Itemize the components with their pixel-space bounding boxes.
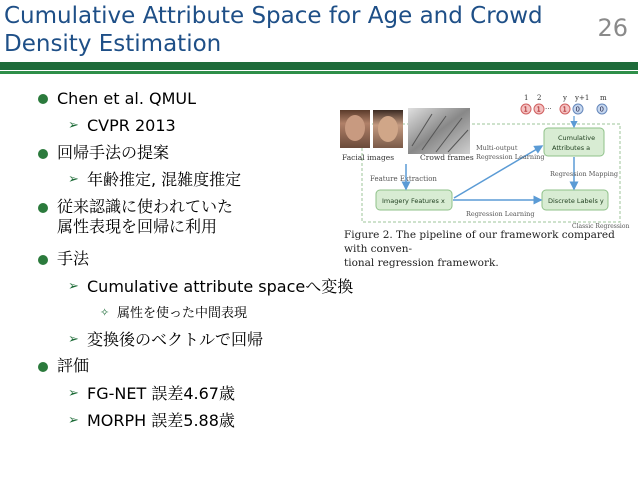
svg-text:0: 0: [599, 105, 604, 114]
header-rule-dark: [0, 62, 638, 70]
arrow-bullet-icon: ➢: [68, 172, 79, 187]
pipeline-figure: [336, 86, 632, 269]
arrow-bullet-icon: ➢: [68, 386, 79, 401]
bullet-text: CVPR 2013: [87, 116, 176, 135]
svg-text:0: 0: [575, 105, 580, 114]
svg-text:···: ···: [545, 105, 552, 113]
svg-text:y+1: y+1: [575, 94, 590, 102]
svg-text:2: 2: [537, 94, 542, 102]
svg-text:Imagery Features x: Imagery Features x: [382, 197, 445, 205]
header-rule-light: [0, 71, 638, 74]
bullet-text: 年齢推定, 混雑度推定: [87, 170, 242, 189]
svg-text:m: m: [600, 94, 607, 102]
svg-text:1: 1: [524, 94, 529, 102]
slide-title: Cumulative Attribute Space for Age and Crowd Density Estimation: [4, 3, 543, 57]
bullet-dot-icon: [38, 94, 48, 104]
bullet-text: FG-NET 誤差4.67歳: [87, 384, 235, 403]
facial-images-label: Facial images: [342, 153, 395, 162]
svg-text:Discrete Labels y: Discrete Labels y: [548, 197, 604, 205]
arrow-bullet-icon: ➢: [68, 413, 79, 428]
multi-output-label: Multi-output: [476, 144, 518, 152]
figure-caption-line: Figure 2. The pipeline of our framework compared with conven-: [344, 229, 615, 255]
bullet-dot-icon: [38, 203, 48, 213]
bullet-text: 属性を使った中間表現: [117, 306, 248, 321]
svg-text:1: 1: [536, 105, 541, 114]
bullet-text: 回帰手法の提案: [57, 143, 170, 162]
bullet-text: 変換後のベクトルで回帰: [87, 330, 264, 349]
bullet-text: 手法: [57, 249, 90, 268]
attribute-values: [521, 104, 607, 114]
figure-caption-line: tional regression framework.: [344, 257, 499, 269]
arrow-bullet-icon: ➢: [68, 332, 79, 347]
svg-text:1: 1: [523, 105, 528, 114]
classic-regression-label: Classic Regression: [572, 223, 630, 230]
regression-learning-label: Regression Learning: [466, 210, 535, 218]
figure-caption: [344, 228, 634, 270]
bullet-text: Cumulative attribute spaceへ変換: [87, 277, 354, 296]
arrow-bullet-icon: ➢: [68, 279, 79, 294]
svg-text:Regression Learning: Regression Learning: [476, 153, 545, 161]
arrow-bullet-icon: ➢: [68, 118, 79, 133]
bullet-text: MORPH 誤差5.88歳: [87, 411, 235, 430]
regression-mapping-label: Regression Mapping: [550, 170, 619, 178]
crowd-frames-label: Crowd frames: [420, 153, 474, 162]
svg-text:1: 1: [562, 105, 567, 114]
bullet-text: 属性表現を回帰に利用: [57, 217, 218, 236]
feature-extraction-label: Feature Extraction: [370, 175, 437, 183]
bullet-text: 評価: [57, 356, 90, 375]
crowd-frame-image: [408, 108, 470, 154]
bullet-dot-icon: [38, 149, 48, 159]
bullet-dot-icon: [38, 362, 48, 372]
svg-text:Cumulative: Cumulative: [558, 134, 596, 142]
svg-text:Attributes a: Attributes a: [552, 144, 591, 152]
bullet-dot-icon: [38, 255, 48, 265]
page-number: 26: [597, 14, 628, 42]
bullet-text: Chen et al. QMUL: [57, 89, 197, 108]
bullet-text: 従来認識に使われていた: [57, 197, 234, 216]
svg-text:y: y: [563, 94, 567, 102]
diamond-bullet-icon: ✧: [100, 306, 110, 319]
